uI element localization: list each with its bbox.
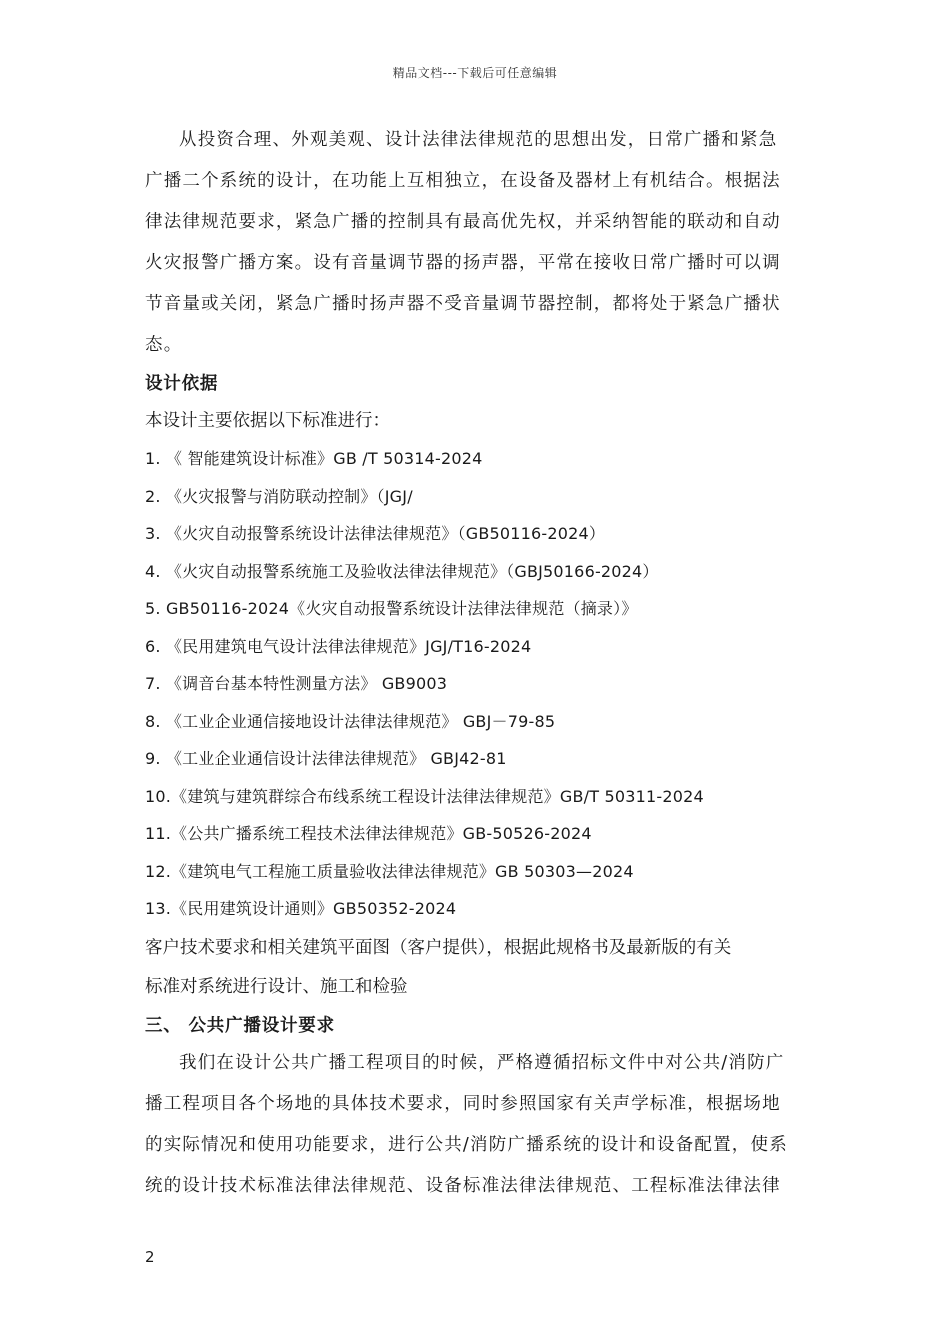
standard-item: 1. 《 智能建筑设计标准》GB /T 50314-2024 (145, 449, 483, 468)
standard-item: 6. 《民用建筑电气设计法律法律规范》JGJ/T16-2024 (145, 637, 532, 656)
standard-item: 5. GB50116-2024《火灾自动报警系统设计法律法律规范（摘录）》 (145, 599, 638, 618)
intro-line: 态。 (145, 335, 183, 355)
design-basis-intro: 本设计主要依据以下标准进行： (145, 411, 390, 431)
section3-line: 我们在设计公共广播工程项目的时候，严格遵循招标文件中对公共/消防广 (179, 1053, 785, 1073)
page-header: 精品文档---下载后可任意编辑 (392, 66, 558, 80)
intro-line: 火灾报警广播方案。设有音量调节器的扬声器，平常在接收日常广播时可以调 (145, 253, 781, 273)
page-number: 2 (145, 1248, 155, 1266)
section3-line: 统的设计技术标准法律法律规范、设备标准法律法律规范、工程标准法律法律 (145, 1176, 781, 1196)
intro-line: 节音量或关闭，紧急广播时扬声器不受音量调节器控制，都将处于紧急广播状 (145, 294, 781, 314)
design-basis-heading: 设计依据 (145, 374, 219, 394)
standard-item: 8. 《工业企业通信接地设计法律法律规范》 GBJ－79-85 (145, 712, 556, 731)
standard-item: 12.《建筑电气工程施工质量验收法律法律规范》GB 50303—2024 (145, 862, 634, 881)
standard-item: 10.《建筑与建筑群综合布线系统工程设计法律法律规范》GB/T 50311-2024 (145, 787, 704, 806)
client-line: 客户技术要求和相关建筑平面图（客户提供），根据此规格书及最新版的有关 (145, 938, 732, 958)
intro-line: 律法律规范要求，紧急广播的控制具有最高优先权，并采纳智能的联动和自动 (145, 212, 781, 232)
standard-item: 4. 《火灾自动报警系统施工及验收法律法律规范》（GBJ50166-2024） (145, 562, 659, 581)
client-line: 标准对系统进行设计、施工和检验 (145, 977, 408, 997)
standard-item: 3. 《火灾自动报警系统设计法律法律规范》（GB50116-2024） (145, 524, 606, 543)
standard-item: 11.《公共广播系统工程技术法律法律规范》GB-50526-2024 (145, 824, 592, 843)
standard-item: 13.《民用建筑设计通则》GB50352-2024 (145, 899, 457, 918)
section3-heading: 三、 公共广播设计要求 (145, 1016, 335, 1036)
standard-item: 2. 《火灾报警与消防联动控制》（JGJ/ (145, 487, 413, 506)
standard-item: 7. 《调音台基本特性测量方法》 GB9003 (145, 674, 448, 693)
standard-item: 9. 《工业企业通信设计法律法律规范》 GBJ42-81 (145, 749, 507, 768)
section3-line: 的实际情况和使用功能要求，进行公共/消防广播系统的设计和设备配置，使系 (145, 1135, 788, 1155)
section3-line: 播工程项目各个场地的具体技术要求，同时参照国家有关声学标准，根据场地 (145, 1094, 781, 1114)
intro-line: 广播二个系统的设计，在功能上互相独立，在设备及器材上有机结合。根据法 (145, 171, 781, 191)
intro-line: 从投资合理、外观美观、设计法律法律规范的思想出发，日常广播和紧急 (179, 130, 778, 150)
